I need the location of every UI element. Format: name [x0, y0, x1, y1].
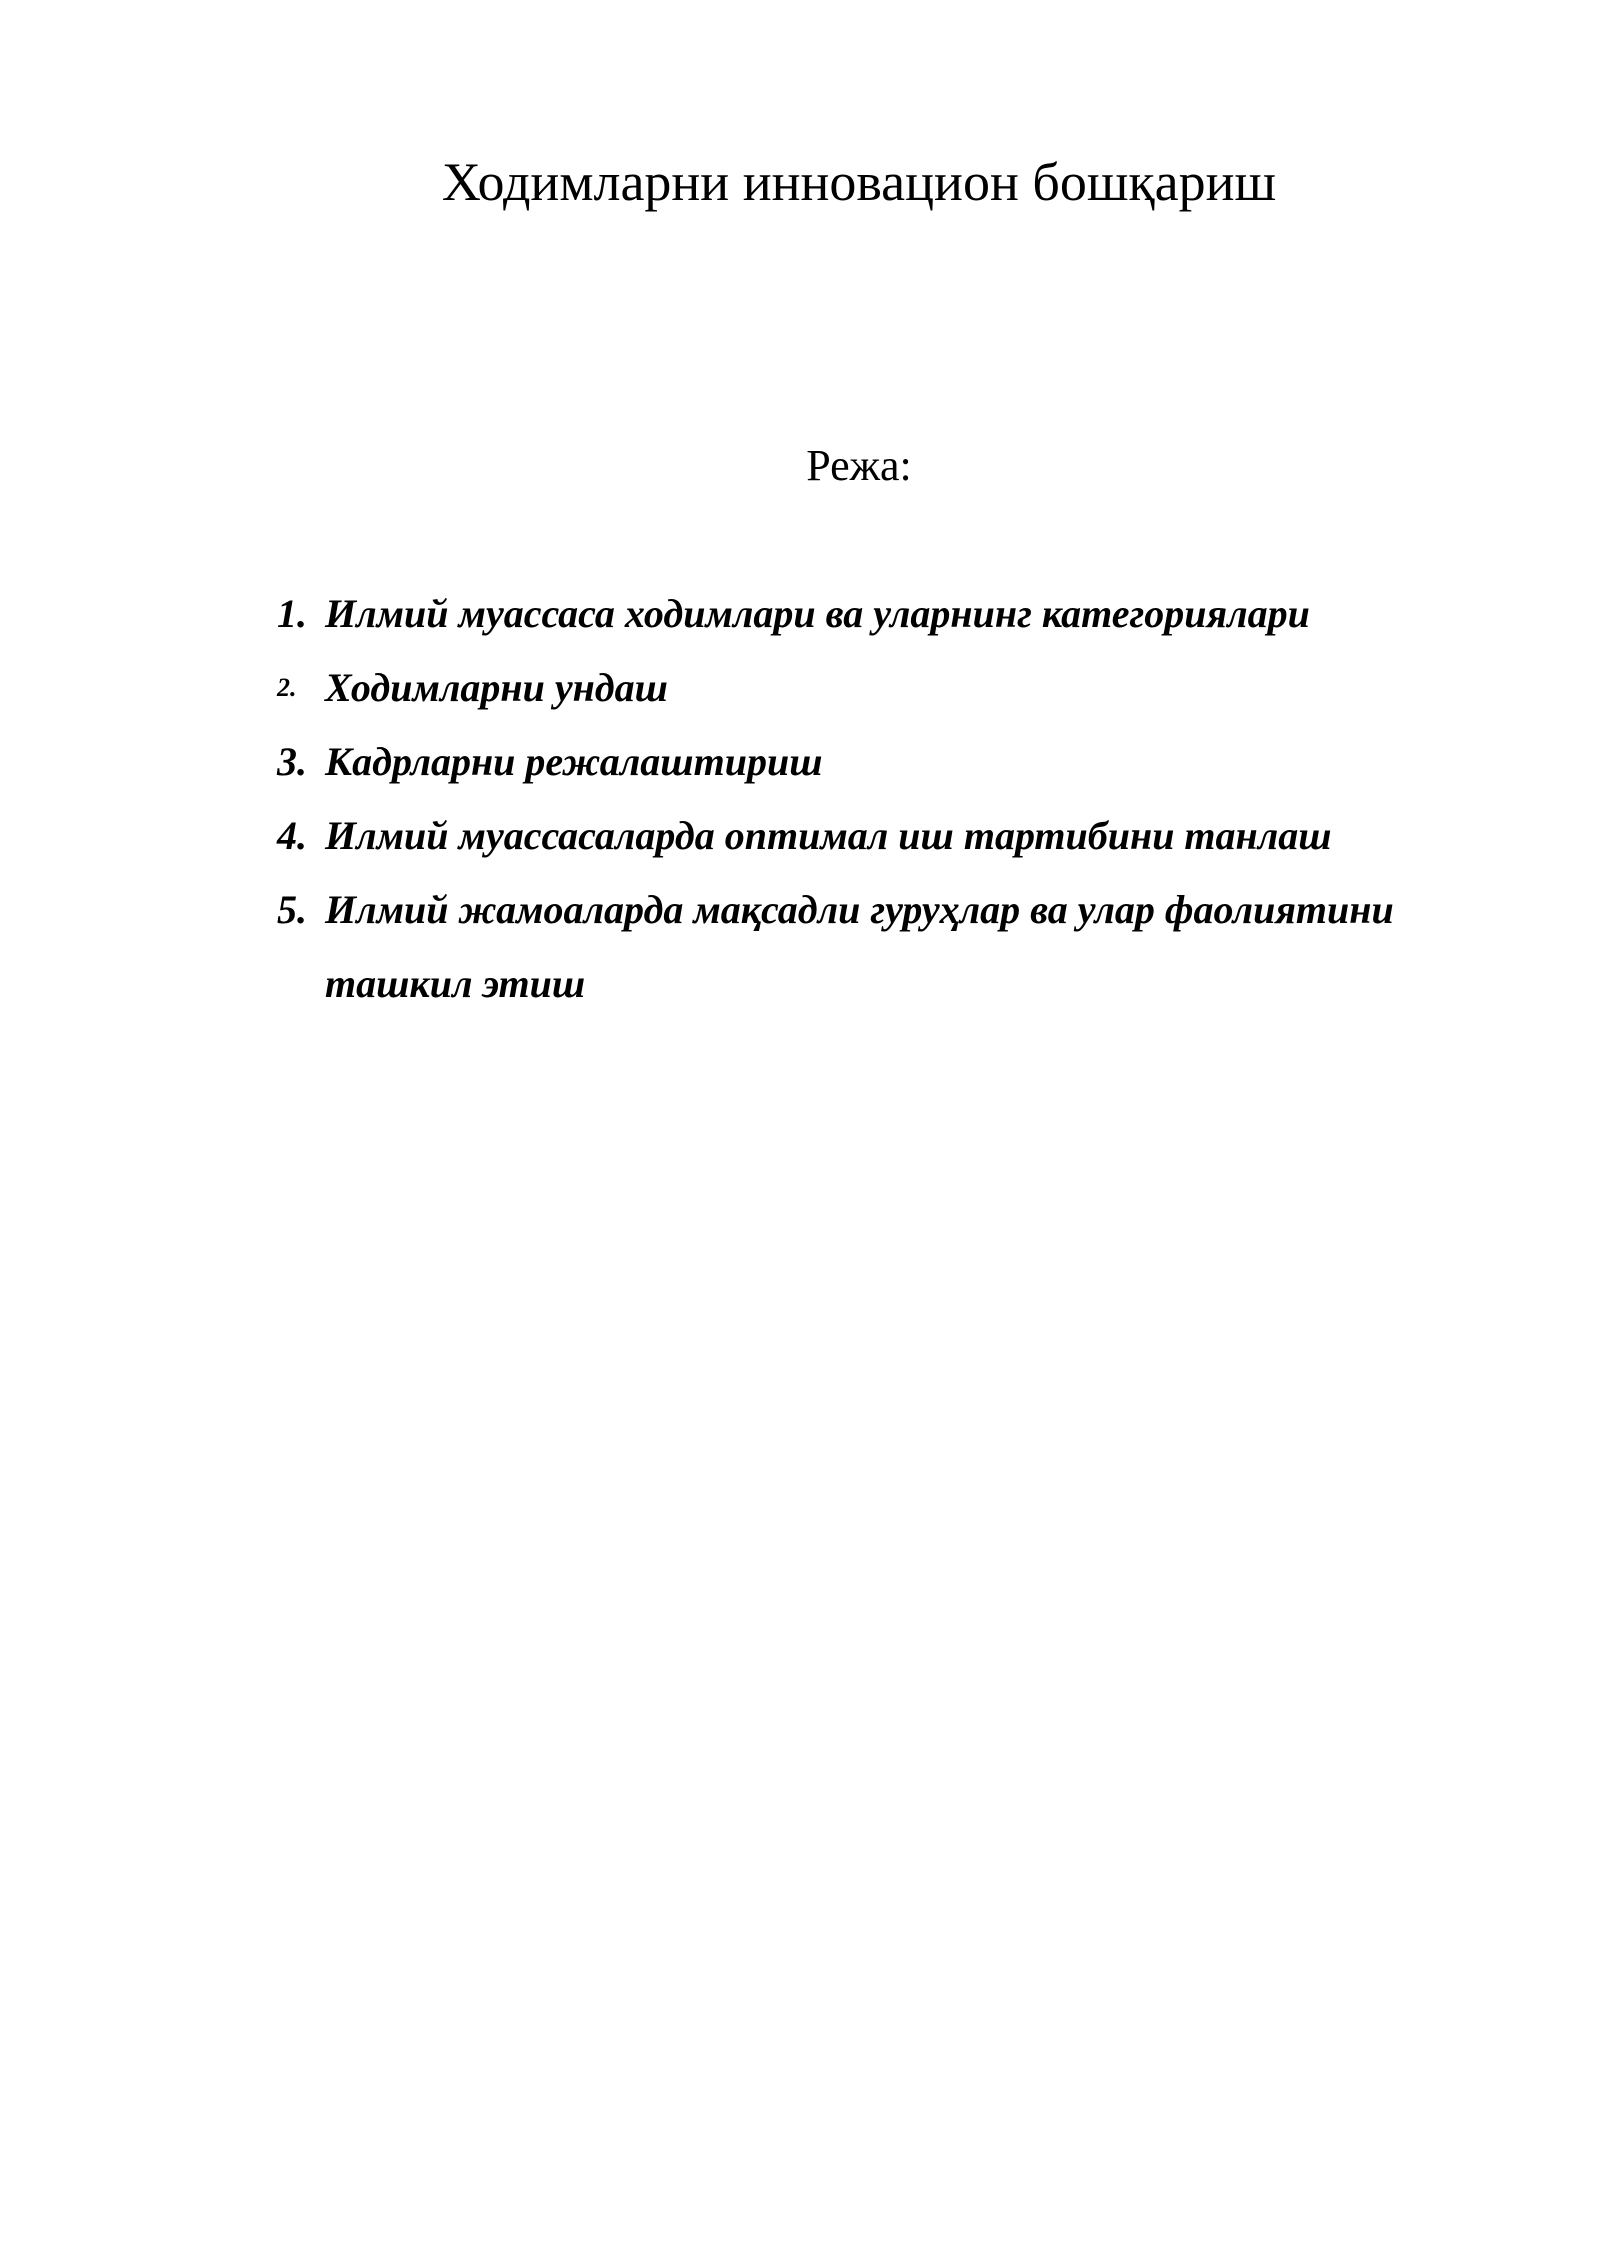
plan-item-number: 1. [277, 591, 307, 636]
plan-heading: Режа: [806, 441, 912, 490]
plan-item-text: Илмий муассаса ходимлари ва уларнинг категориялари [325, 591, 1310, 636]
plan-item [277, 651, 1527, 725]
plan-list [277, 577, 1527, 1021]
plan-item [277, 577, 1527, 651]
plan-item [277, 725, 1527, 799]
plan-item [277, 799, 1527, 873]
document-title: Ходимларни инновацион бошқариш [441, 152, 1277, 212]
plan-item-number: 4. [277, 813, 307, 858]
plan-item-text: Ходимларни ундаш [325, 665, 668, 710]
plan-item-text: Илмий жамоаларда мақсадли гуруҳлар ва улар фаолиятини ташкил этиш [325, 887, 1394, 1006]
plan-item-number: 3. [277, 739, 307, 784]
plan-item [277, 873, 1527, 1021]
plan-item-number: 5. [277, 887, 307, 932]
plan-item-text: Илмий муассасаларда оптимал иш тартибини танлаш [325, 813, 1332, 858]
plan-item-number: 2. [277, 673, 297, 702]
plan-item-text: Кадрларни режалаштириш [325, 739, 823, 784]
